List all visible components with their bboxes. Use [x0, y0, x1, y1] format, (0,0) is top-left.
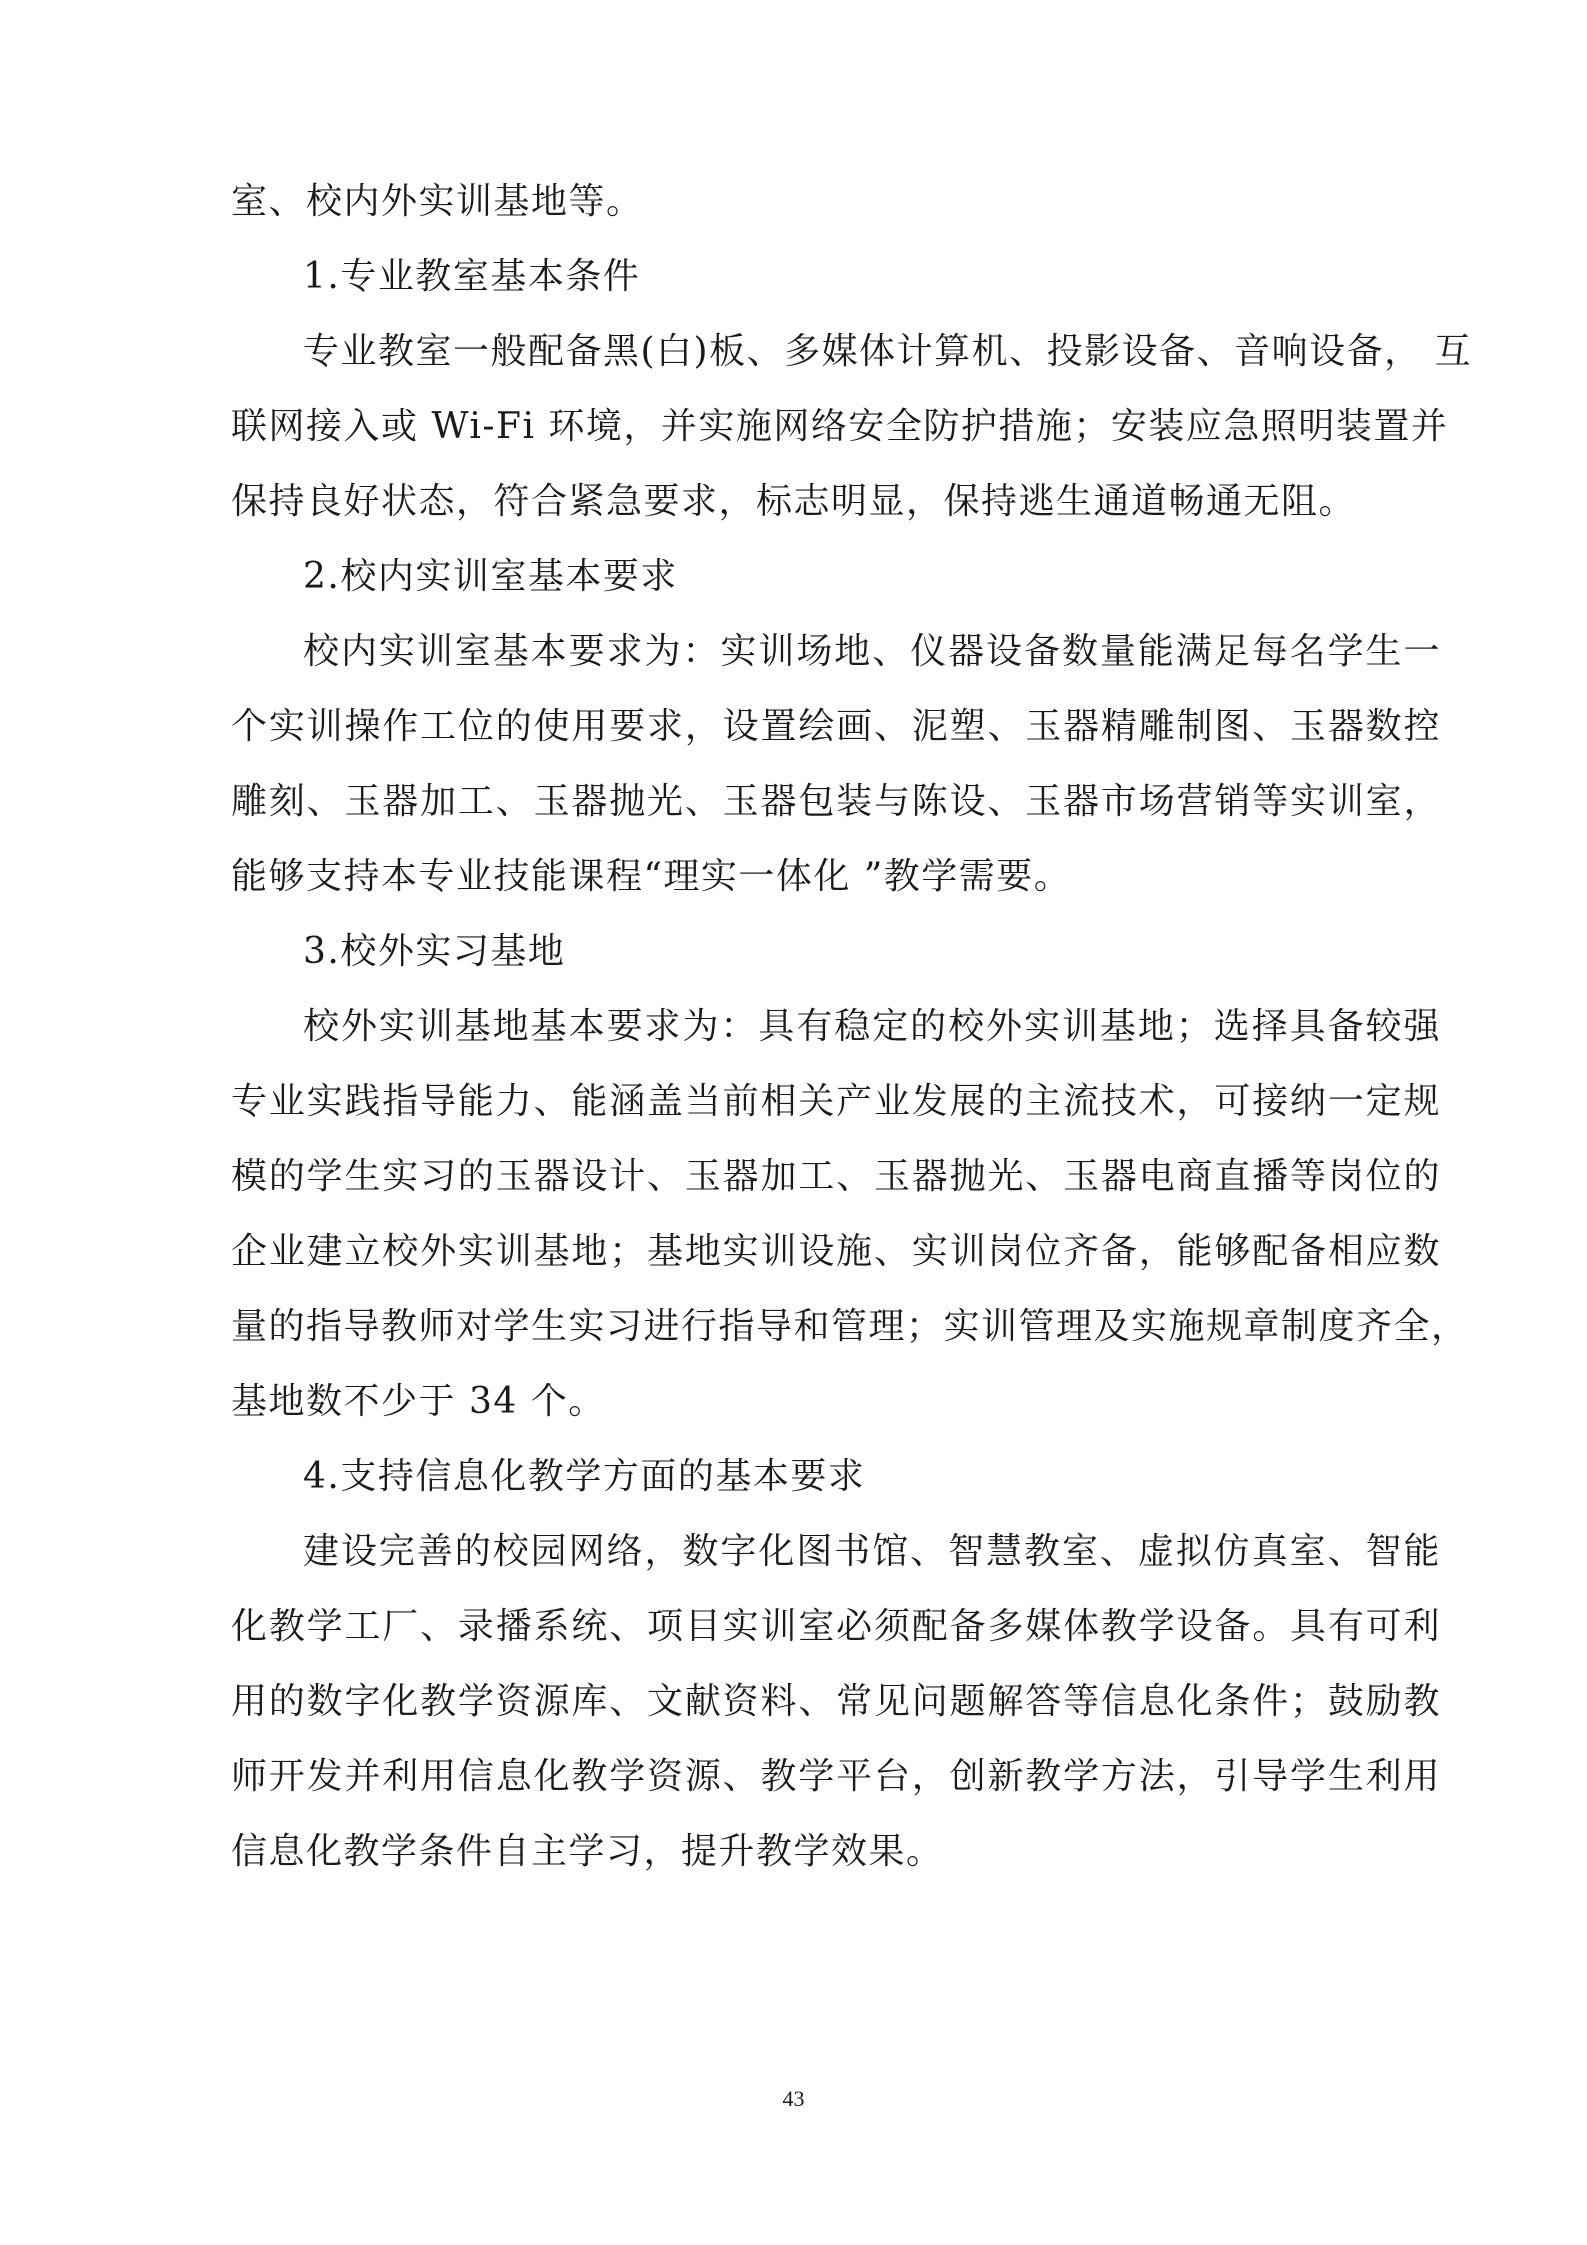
paragraph-line: 能够支持本专业技能课程“理实一体化 ”教学需要。 — [231, 856, 1072, 897]
paragraph-line: 量的指导教师对学生实习进行指导和管理；实训管理及实施规章制度齐全， — [231, 1306, 1469, 1347]
page-number: 43 — [782, 2086, 805, 2111]
section-heading-1: 1.专业教室基本条件 — [303, 256, 641, 297]
paragraph-line: 模的学生实习的玉器设计、玉器加工、玉器抛光、玉器电商直播等岗位的 — [231, 1156, 1441, 1197]
section-heading-3: 3.校外实习基地 — [303, 931, 566, 972]
text-line-continuation: 室、校内外实训基地等。 — [231, 181, 644, 222]
paragraph-line: 个实训操作工位的使用要求，设置绘画、泥塑、玉器精雕制图、玉器数控 — [231, 706, 1441, 747]
paragraph-line: 联网接入或 Wi-Fi 环境，并实施网络安全防护措施；安装应急照明装置并 — [231, 406, 1449, 447]
paragraph-line: 保持良好状态，符合紧急要求，标志明显，保持逃生通道畅通无阻。 — [231, 481, 1357, 522]
paragraph-line: 校内实训室基本要求为：实训场地、仪器设备数量能满足每名学生一 — [303, 631, 1441, 672]
paragraph-line: 校外实训基地基本要求为：具有稳定的校外实训基地；选择具备较强 — [303, 1006, 1441, 1047]
paragraph-line: 建设完善的校园网络，数字化图书馆、智慧教室、虚拟仿真室、智能 — [303, 1531, 1441, 1572]
paragraph-line: 企业建立校外实训基地；基地实训设施、实训岗位齐备，能够配备相应数 — [231, 1231, 1441, 1272]
paragraph-line: 专业实践指导能力、能涵盖当前相关产业发展的主流技术，可接纳一定规 — [231, 1081, 1441, 1122]
paragraph-line: 专业教室一般配备黑(白)板、多媒体计算机、投影设备、音响设备， 互 — [303, 331, 1473, 372]
paragraph-line: 化教学工厂、录播系统、项目实训室必须配备多媒体教学设备。具有可利 — [231, 1606, 1441, 1647]
paragraph-line: 雕刻、玉器加工、玉器抛光、玉器包装与陈设、玉器市场营销等实训室， — [231, 781, 1441, 822]
paragraph-line: 师开发并利用信息化教学资源、教学平台，创新教学方法，引导学生利用 — [231, 1756, 1441, 1797]
paragraph-line: 信息化教学条件自主学习，提升教学效果。 — [231, 1831, 944, 1872]
paragraph-line: 基地数不少于 34 个。 — [231, 1381, 606, 1422]
paragraph-line: 用的数字化教学资源库、文献资料、常见问题解答等信息化条件；鼓励教 — [231, 1681, 1441, 1722]
section-heading-2: 2.校内实训室基本要求 — [303, 556, 678, 597]
body-text — [231, 164, 1473, 1889]
section-heading-4: 4.支持信息化教学方面的基本要求 — [303, 1456, 866, 1497]
